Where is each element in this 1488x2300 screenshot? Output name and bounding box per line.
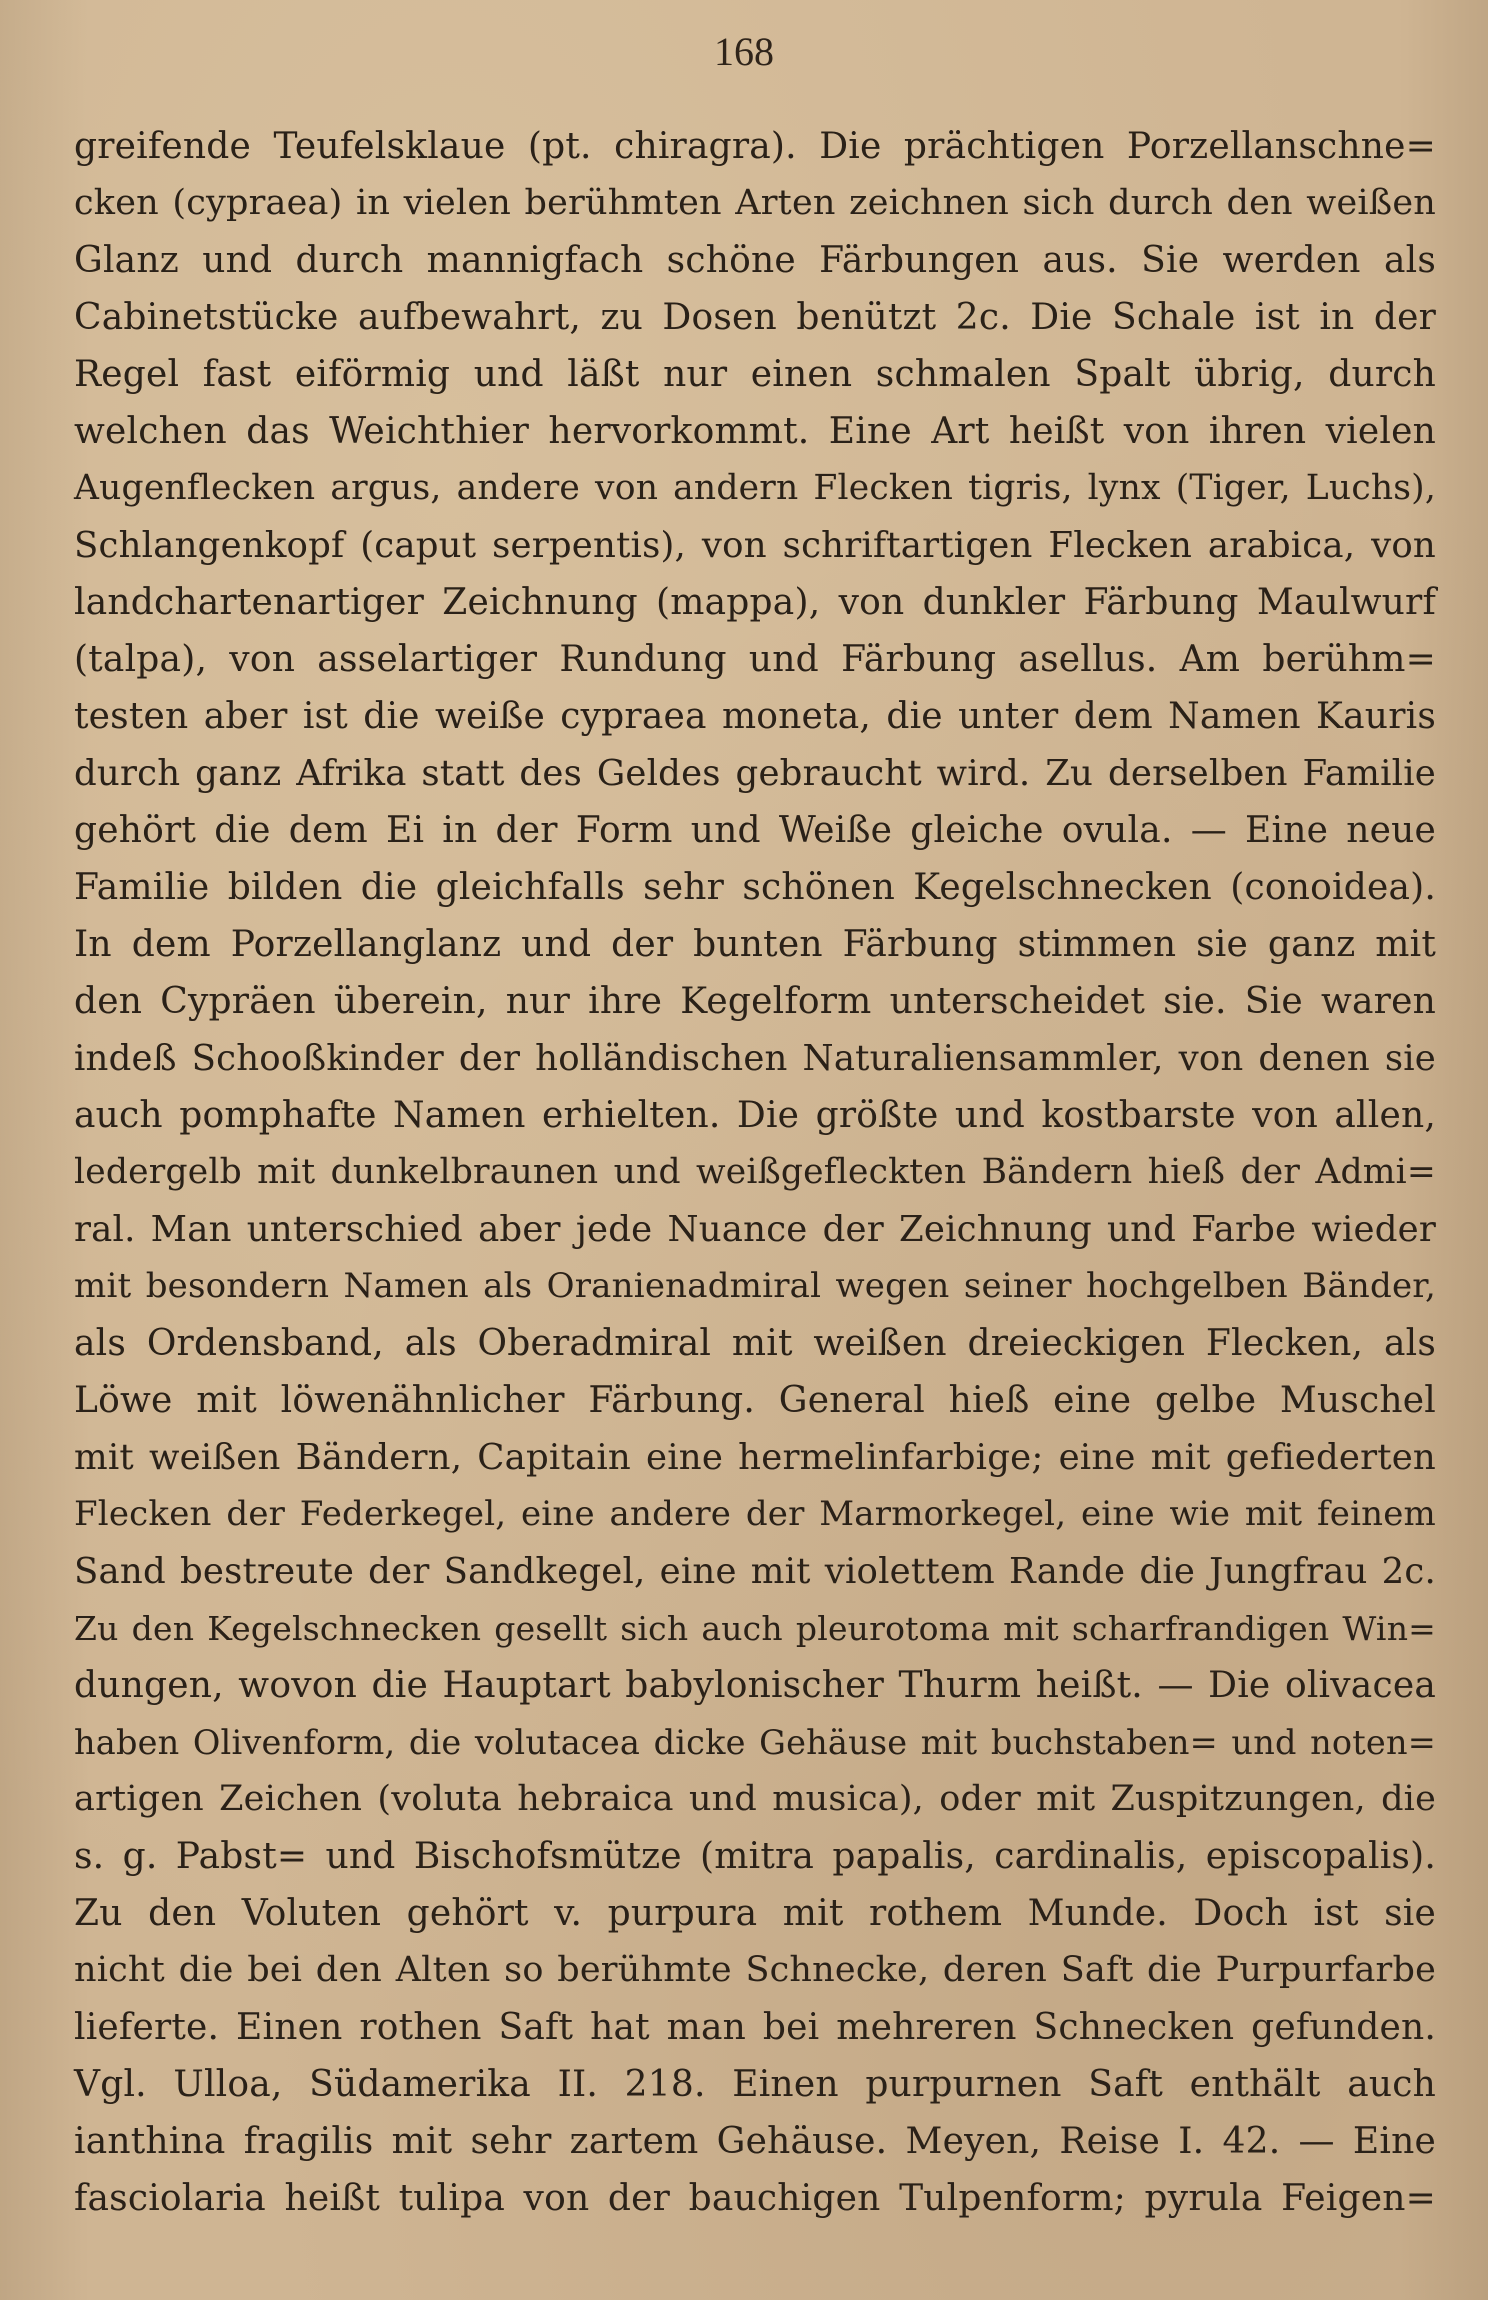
- text-line: gehört die dem Ei in der Form und Weiße gleiche ovula. — Eine neue: [74, 810, 1436, 851]
- text-line: Familie bilden die gleichfalls sehr schönen Kegelschnecken (conoidea).: [74, 867, 1436, 908]
- text-line: Flecken der Federkegel, eine andere der Marmorkegel, eine wie mit feinem: [74, 1494, 1436, 1534]
- text-line: In dem Porzellanglanz und der bunten Färbung stimmen sie ganz mit: [74, 924, 1436, 965]
- text-line: landchartenartiger Zeichnung (mappa), von dunkler Färbung Maulwurf: [74, 582, 1436, 623]
- text-line: auch pomphafte Namen erhielten. Die größte und kostbarste von allen,: [74, 1095, 1436, 1136]
- text-line: nicht die bei den Alten so berühmte Schnecke, deren Saft die Purpurfarbe: [74, 1950, 1436, 1990]
- text-line: ral. Man unterschied aber jede Nuance der Zeichnung und Farbe wieder: [74, 1209, 1436, 1250]
- text-line: cken (cypraea) in vielen berühmten Arten zeichnen sich durch den weißen: [74, 183, 1436, 223]
- text-line: Regel fast eiförmig und läßt nur einen schmalen Spalt übrig, durch: [74, 354, 1436, 395]
- text-line: welchen das Weichthier hervorkommt. Eine Art heißt von ihren vielen: [74, 411, 1436, 452]
- text-line: Cabinetstücke aufbewahrt, zu Dosen benützt 2c. Die Schale ist in der: [74, 297, 1436, 338]
- body-text: [74, 118, 1436, 2227]
- text-line: Augenflecken argus, andere von andern Flecken tigris, lynx (Tiger, Luchs),: [74, 468, 1436, 508]
- text-line: fasciolaria heißt tulipa von der bauchigen Tulpenform; pyrula Feigen=: [74, 2178, 1436, 2219]
- text-line: Sand bestreute der Sandkegel, eine mit violettem Rande die Jungfrau 2c.: [74, 1551, 1436, 1592]
- text-line: greifende Teufelsklaue (pt. chiragra). Die prächtigen Porzellanschne=: [74, 126, 1436, 167]
- text-line: Zu den Voluten gehört v. purpura mit rothem Munde. Doch ist sie: [74, 1893, 1436, 1934]
- text-line: dungen, wovon die Hauptart babylonischer Thurm heißt. — Die olivacea: [74, 1665, 1436, 1706]
- text-line: mit weißen Bändern, Capitain eine hermelinfarbige; eine mit gefiederten: [74, 1437, 1436, 1478]
- text-line: lieferte. Einen rothen Saft hat man bei mehreren Schnecken gefunden.: [74, 2007, 1436, 2048]
- text-line: Zu den Kegelschnecken gesellt sich auch pleurotoma mit scharfrandigen Win=: [74, 1609, 1436, 1648]
- text-line: s. g. Pabst= und Bischofsmütze (mitra papalis, cardinalis, episcopalis).: [74, 1836, 1436, 1877]
- text-line: ianthina fragilis mit sehr zartem Gehäuse. Meyen, Reise I. 42. — Eine: [74, 2121, 1436, 2162]
- text-line: ledergelb mit dunkelbraunen und weißgefleckten Bändern hieß der Admi=: [74, 1152, 1436, 1192]
- text-line: mit besondern Namen als Oranienadmiral wegen seiner hochgelben Bänder,: [74, 1266, 1436, 1306]
- text-line: indeß Schooßkinder der holländischen Naturaliensammler, von denen sie: [74, 1038, 1436, 1079]
- text-line: Löwe mit löwenähnlicher Färbung. General hieß eine gelbe Muschel: [74, 1380, 1436, 1421]
- text-line: (talpa), von asselartiger Rundung und Färbung asellus. Am berühm=: [74, 639, 1436, 680]
- page-number: 168: [714, 29, 774, 74]
- text-line: Glanz und durch mannigfach schöne Färbungen aus. Sie werden als: [74, 240, 1436, 281]
- text-line: den Cypräen überein, nur ihre Kegelform unterscheidet sie. Sie waren: [74, 981, 1436, 1022]
- text-line: als Ordensband, als Oberadmiral mit weißen dreieckigen Flecken, als: [74, 1323, 1436, 1364]
- text-line: artigen Zeichen (voluta hebraica und musica), oder mit Zuspitzungen, die: [74, 1779, 1436, 1819]
- text-line: durch ganz Afrika statt des Geldes gebraucht wird. Zu derselben Familie: [74, 753, 1436, 794]
- text-line: haben Olivenform, die volutacea dicke Gehäuse mit buchstaben= und noten=: [74, 1723, 1436, 1762]
- text-line: testen aber ist die weiße cypraea moneta, die unter dem Namen Kauris: [74, 696, 1436, 737]
- text-line: Vgl. Ulloa, Südamerika II. 218. Einen purpurnen Saft enthält auch: [74, 2064, 1436, 2105]
- text-line: Schlangenkopf (caput serpentis), von schriftartigen Flecken arabica, von: [74, 525, 1436, 566]
